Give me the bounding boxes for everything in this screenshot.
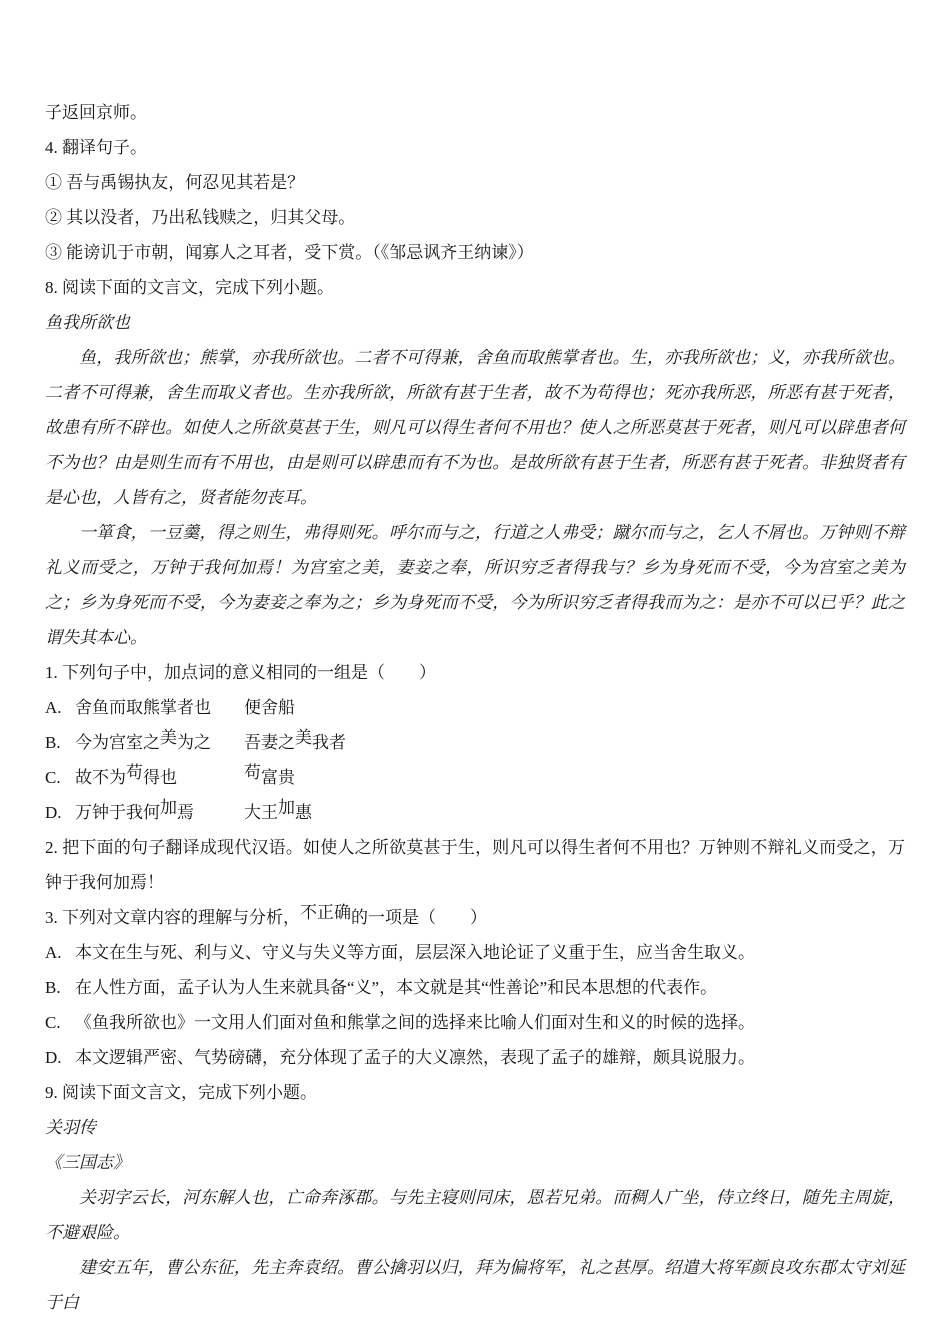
question2-text: 2. 把下面的句子翻译成现代汉语。如使人之所欲莫甚于生，则凡可以得生者何不用也？万钟则不辩礼义而受之，万钟于我何加焉！ (45, 838, 905, 892)
question1-heading: 1. 下列句子中，加点词的意义相同的一组是（ ） (45, 663, 436, 682)
option-label: C. (45, 768, 61, 787)
question1-option-b (45, 725, 905, 760)
question3-option-c (45, 1005, 905, 1040)
option-text: 今为宫室之 (75, 733, 160, 752)
passage2-paragraph-2: 建安五年，曹公东征，先主奔袁绍。曹公擒羽以归，拜为偏将军，礼之甚厚。绍遣大将军颜良攻东郡太守刘延于白 (45, 1258, 905, 1312)
question8-heading: 8. 阅读下面的文言文，完成下列小题。 (45, 278, 334, 297)
passage1-title: 鱼我所欲也 (45, 313, 130, 332)
question4-item-2: ② 其以没者，乃出私钱赎之，归其父母。 (45, 208, 356, 227)
question1-option-c (45, 760, 905, 795)
option-label: B. (45, 978, 61, 997)
emphasized-word: 美 (160, 728, 177, 747)
emphasized-word: 不正确 (300, 903, 351, 922)
option-text: 富贵 (261, 768, 295, 787)
question3-option-d (45, 1040, 905, 1075)
emphasized-word: 美 (295, 728, 312, 747)
question3-option-b (45, 970, 905, 1005)
emphasized-word: 苟 (126, 763, 143, 782)
option-label: A. (45, 698, 62, 717)
carryover-line: 子返回京师。 (45, 103, 147, 122)
option-text: 我者 (312, 733, 346, 752)
option-text: 本文逻辑严密、气势磅礴，充分体现了孟子的大义凛然，表现了孟子的雄辩，颇具说服力。 (75, 1048, 755, 1067)
option-text: 得也 (143, 768, 177, 787)
passage2-source: 《三国志》 (45, 1153, 130, 1172)
passage1-paragraph-1: 鱼，我所欲也；熊掌，亦我所欲也。二者不可得兼，舍鱼而取熊掌者也。生，亦我所欲也；义，亦我所欲也。二者不可得兼，舍生而取义者也。生亦我所欲，所欲有甚于生者，故不为苟得也；死亦我所恶，所恶有甚于死者，故患有所不辟也。如使人之所欲莫甚于生，则凡可以得生者何不用也？使人之所恶莫甚于死者，则凡可以辟患者何不为也？由是则生而有不用也，由是则可以辟患而有不为也。是故所欲有甚于生者，所恶有甚于死者。非独贤者有是心也，人皆有之，贤者能勿丧耳。 (45, 348, 905, 507)
option-label: A. (45, 943, 62, 962)
option-label: D. (45, 803, 62, 822)
passage2-paragraph-1: 关羽字云长，河东解人也，亡命奔涿郡。与先主寝则同床，恩若兄弟。而稠人广坐，侍立终日，随先主周旋，不避艰险。 (45, 1188, 905, 1242)
option-label: D. (45, 1048, 62, 1067)
option-text: 万钟于我何 (75, 803, 160, 822)
question1-option-d (45, 795, 905, 830)
option-text: 大王 (244, 803, 278, 822)
question4-item-1: ① 吾与禹锡执友，何忍见其若是？ (45, 173, 305, 192)
option-text: 为之 (177, 733, 211, 752)
option-text: 故不为 (75, 768, 126, 787)
emphasized-word: 苟 (244, 763, 261, 782)
option-text: 焉 (177, 803, 194, 822)
question3-option-a (45, 935, 905, 970)
option-text: 在人性方面，孟子认为人生来就具备“义”，本文就是其“性善论”和民本思想的代表作。 (75, 978, 718, 997)
question1-option-a (45, 690, 905, 725)
heading-text: 3. 下列对文章内容的理解与分析， (45, 908, 300, 927)
question4-item-3: ③ 能谤讥于市朝，闻寡人之耳者，受下赏。（《邹忌讽齐王纳谏》） (45, 243, 534, 262)
option-text: 本文在生与死、利与义、守义与失义等方面，层层深入地论证了义重于生，应当舍生取义。 (75, 943, 755, 962)
emphasized-word: 加 (278, 798, 295, 817)
passage2-title: 关羽传 (45, 1118, 96, 1137)
question9-heading: 9. 阅读下面文言文，完成下列小题。 (45, 1083, 317, 1102)
option-text: 便舍船 (244, 698, 295, 717)
heading-text: 的一项是（ ） (351, 908, 487, 927)
option-text: 吾妻之 (244, 733, 295, 752)
question3-heading (45, 900, 905, 935)
option-text: 《鱼我所欲也》一文用人们面对鱼和熊掌之间的选择来比喻人们面对生和义的时候的选择。 (75, 1013, 755, 1032)
option-text: 惠 (295, 803, 312, 822)
question4-heading: 4. 翻译句子。 (45, 138, 147, 157)
option-text: 舍鱼而取熊掌者也 (75, 698, 211, 717)
passage1-paragraph-2: 一箪食，一豆羹，得之则生，弗得则死。呼尔而与之，行道之人弗受；蹴尔而与之，乞人不屑也。万钟则不辩礼义而受之，万钟于我何加焉！为宫室之美，妻妾之奉，所识穷乏者得我与？乡为身死而不受，今为宫室之美为之；乡为身死而不受，今为妻妾之奉为之；乡为身死而不受，今为所识穷乏者得我而为之：是亦不可以已乎？此之谓失其本心。 (45, 523, 905, 647)
option-label: B. (45, 733, 61, 752)
option-label: C. (45, 1013, 61, 1032)
emphasized-word: 加 (160, 798, 177, 817)
